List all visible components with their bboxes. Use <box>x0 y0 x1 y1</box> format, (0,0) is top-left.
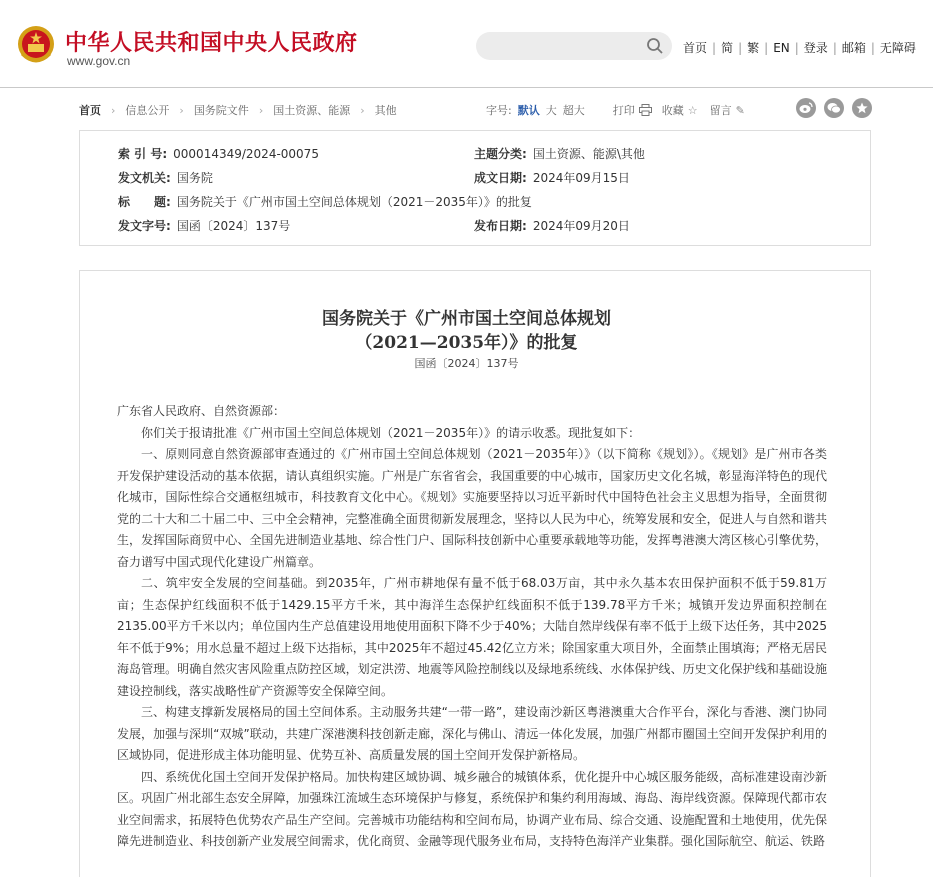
site-url: www.gov.cn <box>67 54 131 68</box>
meta-issuer-row <box>118 169 213 186</box>
meta-topic-row <box>474 145 645 162</box>
meta-title-row <box>118 193 532 210</box>
meta-topic-label: 主题分类: <box>474 147 527 161</box>
paragraph: 二、筑牢安全发展的空间基础。到2035年，广州市耕地保有量不低于68.03万亩，其中永久基本农田保护面积不低于59.81万亩；生态保护红线面积不低于1429.15平方千米，其中海洋生态保护红线面积不低于139.78平方千米；城镇开发边界面积控制在2135.00平方千米以内；单位国内生产总值建设用地使用面积下降不少于40%；大陆自然岸线保有率不低于上级下达任务，其中2025年不低于9%；用水总量不超过上级下达指标，其中2025年不超过45.42亿立方米；除国家重大项目外，全面禁止围填海；严格无居民海岛管理。明确自然灾害风险重点防控区域，划定洪涝、地震等风险控制线以及绿地系统线、水体保护线、历史文化保护线和基础设施建设控制线，落实战略性矿产资源等安全保障空间。 <box>117 576 827 698</box>
printer-icon[interactable] <box>639 104 652 116</box>
meta-docno-label: 发文字号: <box>118 219 171 233</box>
font-xlarge-button[interactable]: 超大 <box>562 104 585 117</box>
document-number: 国函〔2024〕137号 <box>414 357 519 370</box>
meta-docno-row <box>118 217 290 234</box>
salutation: 广东省人民政府、自然资源部： <box>117 404 286 418</box>
paragraph: 一、原则同意自然资源部审查通过的《广州市国土空间总体规划（2021－2035年）》（以下简称《规划》）。《规划》是广州市各类开发保护建设活动的基本依据，请认真组织实施。广州是广东省省会，我国重要的中心城市，国家历史文化名城，彰显海洋特色的现代化城市，国际性综合交通枢纽城市，科技教育文化中心。《规划》实施要坚持以习近平新时代中国特色社会主义思想为指导，全面贯彻党的二十大和二十届二中、三中全会精神，完整准确全面贯彻新发展理念，坚持以人民为中心，统筹发展和安全，促进人与自然和谐共生，发挥国际商贸中心、全国先进制造业基地、综合性门户、国际科技创新中心重要承载地等功能，发挥粤港澳大湾区核心引擎优势，奋力谱写中国式现代化建设广州篇章。 <box>117 447 827 569</box>
nav-mail-link[interactable]: 邮箱 <box>841 41 866 55</box>
meta-index-label: 索 引 号: <box>118 147 168 161</box>
national-emblem-icon[interactable] <box>16 24 56 66</box>
meta-index-row <box>118 145 319 162</box>
meta-issuer-label: 发文机关: <box>118 171 171 185</box>
font-default-button[interactable]: 默认 <box>517 104 540 117</box>
nav-home-link[interactable]: 首页 <box>683 41 708 55</box>
nav-accessibility-link[interactable]: 无障碍 <box>879 41 916 55</box>
document-title-line2: （2021—2035年）》的批复 <box>355 333 578 353</box>
document-title-line1: 国务院关于《广州市国土空间总体规划 <box>322 309 611 329</box>
breadcrumb-info[interactable]: 信息公开 <box>125 104 170 117</box>
font-size-label: 字号: <box>486 104 512 117</box>
favorite-star-icon[interactable] <box>852 98 872 118</box>
breadcrumb-land-energy[interactable]: 国土资源、能源 <box>273 104 351 117</box>
breadcrumb-home[interactable]: 首页 <box>79 104 101 117</box>
paragraph: 你们关于报请批准《广州市国土空间总体规划（2021－2035年）》的请示收悉。现批复如下： <box>141 425 641 440</box>
meta-topic-value: 国土资源、能源\其他 <box>532 147 645 161</box>
breadcrumb-other[interactable]: 其他 <box>374 104 397 117</box>
meta-title-label: 标 题: <box>118 195 171 209</box>
nav-login-link[interactable]: 登录 <box>803 41 828 55</box>
meta-published-value: 2024年09月20日 <box>532 219 630 233</box>
print-button[interactable]: 打印 <box>612 104 635 117</box>
meta-created-value: 2024年09月15日 <box>532 171 630 185</box>
breadcrumb-state-council-docs[interactable]: 国务院文件 <box>193 104 249 117</box>
meta-title-value: 国务院关于《广州市国土空间总体规划（2021－2035年）》的批复 <box>176 195 532 209</box>
search-input[interactable] <box>476 32 672 60</box>
meta-created-row <box>474 169 630 186</box>
paragraph: 三、构建支撑新发展格局的国土空间体系。主动服务共建“一带一路”，建设南沙新区粤港澳重大合作平台，深化与香港、澳门协同发展，加强与深圳“双城”联动，共建广深港澳科技创新走廊，深化与佛山、清远一体化发展，加强广州都市圈国土空间开发保护利用的区域协同，促进形成主体功能明显、优势互补、高质量发展的国土空间开发保护新格局。 <box>117 705 827 762</box>
wechat-icon[interactable] <box>824 98 844 118</box>
meta-index-value: 000014349/2024-00075 <box>173 147 319 161</box>
meta-issuer-value: 国务院 <box>176 171 213 185</box>
paragraph: 四、系统优化国土空间开发保护格局。加快构建区域协调、城乡融合的城镇体系，优化提升中心城区服务能级，高标准建设南沙新区。巩固广州北部生态安全屏障，加强珠江流域生态环境保护与修复，系统保护和集约利用海域、海岛、海岸线资源。保障现代都市农业空间需求，拓展特色优势农产品生产空间。完善城市功能结构和空间布局，协调产业布局、综合交通、设施配置和土地使用，优先保障先进制造业、科技创新产业发展空间需求，优化商贸、金融等现代服务业布局，支持特色海洋产业集群。强化国际航空、航运、铁路 <box>117 769 827 848</box>
site-title[interactable]: 中华人民共和国中央人民政府 <box>65 31 358 56</box>
star-icon[interactable]: ☆ <box>687 103 698 117</box>
search-icon[interactable] <box>646 37 664 55</box>
nav-english-link[interactable]: EN <box>773 40 790 55</box>
nav-traditional-link[interactable]: 繁 <box>747 41 760 55</box>
meta-published-row <box>474 217 630 234</box>
document-body <box>117 401 827 853</box>
breadcrumb: 首页 › 信息公开 › 国务院文件 › 国土资源、能源 › 其他 <box>79 103 397 117</box>
favorite-button[interactable]: 收藏 <box>661 104 684 117</box>
font-large-button[interactable]: 大 <box>545 104 557 117</box>
meta-docno-value: 国函〔2024〕137号 <box>176 219 291 233</box>
weibo-icon[interactable] <box>796 98 816 118</box>
pencil-icon[interactable]: ✎ <box>735 103 745 117</box>
meta-published-label: 发布日期: <box>474 219 527 233</box>
top-nav: 首页 | 简 | 繁 | EN | 登录 | 邮箱 | 无障碍 <box>683 40 916 55</box>
article-toolbar <box>486 102 745 118</box>
nav-simplified-link[interactable]: 简 <box>721 41 734 55</box>
meta-created-label: 成文日期: <box>474 171 527 185</box>
site-header <box>0 0 933 88</box>
document-metadata-table <box>79 130 871 246</box>
comment-button[interactable]: 留言 <box>709 104 732 117</box>
